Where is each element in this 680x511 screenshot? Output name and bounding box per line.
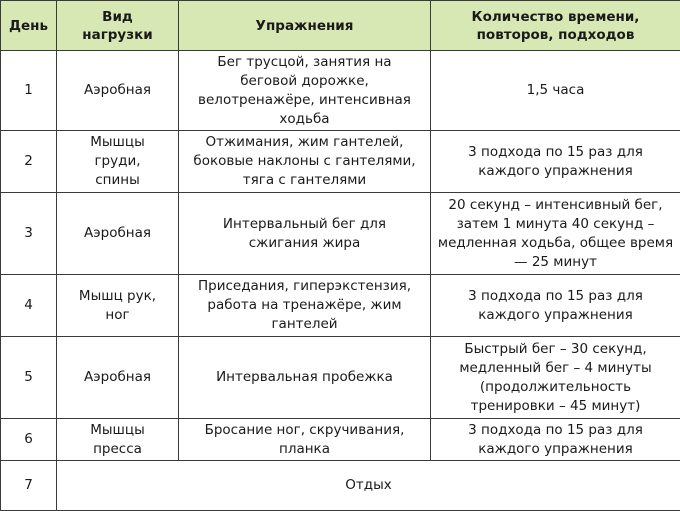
load-type-cell: Мышцы груди, спины <box>57 131 179 193</box>
time-cell: 1,5 часа <box>431 51 680 131</box>
day-cell: 4 <box>1 275 57 337</box>
rest-cell: Отдых <box>57 461 680 511</box>
time-cell: Быстрый бег – 30 секунд, медленный бег – 4 минуты (продолжительность тренировки – 45 минут) <box>431 337 680 419</box>
day-cell: 7 <box>1 461 57 511</box>
rest-row <box>1 461 680 511</box>
table-row <box>1 51 680 131</box>
header-exercises: Упражнения <box>179 1 431 51</box>
day-cell: 1 <box>1 51 57 131</box>
load-type-cell: Аэробная <box>57 193 179 275</box>
load-type-cell: Мышц рук, ног <box>57 275 179 337</box>
table-row <box>1 419 680 461</box>
header-time: Количество времени, повторов, подходов <box>431 1 680 51</box>
table-row <box>1 131 680 193</box>
time-cell: 20 секунд – интенсивный бег, затем 1 минута 40 секунд – медленная ходьба, общее время — 25 минут <box>431 193 680 275</box>
day-cell: 5 <box>1 337 57 419</box>
day-cell: 2 <box>1 131 57 193</box>
load-type-cell: Аэробная <box>57 51 179 131</box>
time-cell: 3 подхода по 15 раз для каждого упражнения <box>431 419 680 461</box>
header-load-type: Вид нагрузки <box>57 1 179 51</box>
table-row <box>1 337 680 419</box>
exercises-cell: Бег трусцой, занятия на беговой дорожке, велотренажёре, интенсивная ходьба <box>179 51 431 131</box>
exercises-cell: Бросание ног, скручивания, планка <box>179 419 431 461</box>
exercises-cell: Приседания, гиперэкстензия, работа на тренажёре, жим гантелей <box>179 275 431 337</box>
table-row <box>1 275 680 337</box>
exercises-cell: Отжимания, жим гантелей, боковые наклоны с гантелями, тяга с гантелями <box>179 131 431 193</box>
exercises-cell: Интервальный бег для сжигания жира <box>179 193 431 275</box>
exercises-cell: Интервальная пробежка <box>179 337 431 419</box>
load-type-cell: Мышцы пресса <box>57 419 179 461</box>
header-day: День <box>1 1 57 51</box>
header-row <box>1 1 680 51</box>
load-type-cell: Аэробная <box>57 337 179 419</box>
table-row <box>1 193 680 275</box>
time-cell: 3 подхода по 15 раз для каждого упражнения <box>431 275 680 337</box>
day-cell: 3 <box>1 193 57 275</box>
time-cell: 3 подхода по 15 раз для каждого упражнения <box>431 131 680 193</box>
day-cell: 6 <box>1 419 57 461</box>
